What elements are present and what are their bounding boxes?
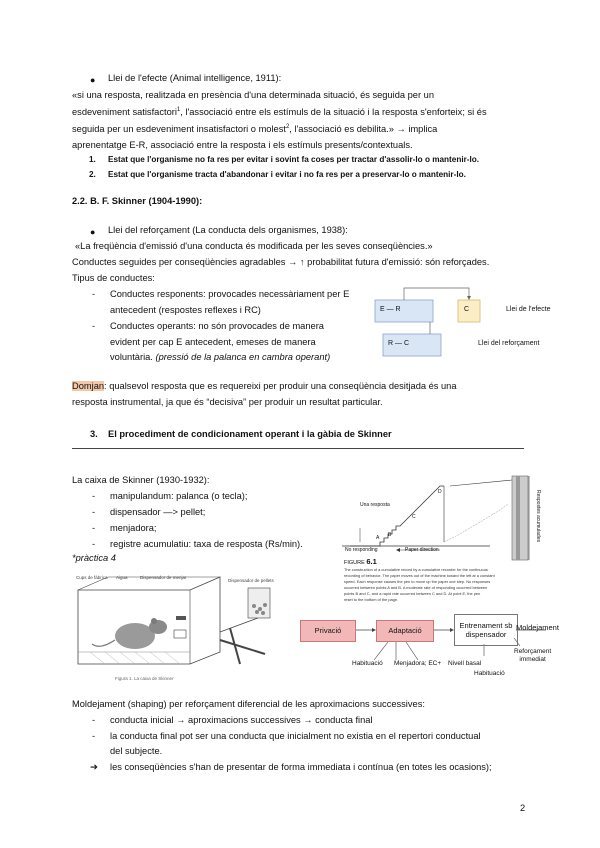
fig-label: Una resposta	[360, 502, 390, 508]
er-label: E — R	[380, 306, 401, 313]
dash-icon: -	[92, 289, 96, 299]
flow-sub-label: Habituació	[352, 660, 383, 667]
list-item: registre acumulatiu: taxa de resposta (Rs/min).	[110, 539, 303, 549]
quote-line: «si una resposta, realitzada en presència d'una determinada situació, és seguida per un	[72, 90, 435, 100]
figure-caption: speed. Each response causes the pen to move up the paper one step. No responses	[344, 579, 491, 584]
consequences-text: Conductes seguides per conseqüències agradables → ↑ probabilitat futura d'emissió: són reforçades.	[72, 257, 490, 267]
practice-note: *pràctica 4	[72, 553, 116, 563]
point-label: C	[412, 514, 416, 520]
dash-icon: -	[92, 715, 96, 725]
flow-sub-text: Reforçament	[514, 648, 552, 655]
types-title: Tipus de conductes:	[72, 273, 155, 283]
fig-label: Aigua	[116, 575, 128, 580]
list-item: les conseqüències s'han de presentar de forma immediata i contínua (en totes les ocasions);	[110, 762, 492, 772]
section-heading: 2.2. B. F. Skinner (1904-1990):	[72, 196, 203, 206]
law-of-reinforcement-title: Llei del reforçament (La conducta dels organismes, 1938):	[108, 225, 348, 235]
skinner-box-illustration	[70, 572, 280, 672]
operant-text: voluntària.	[110, 352, 153, 362]
bullet-icon: ●	[90, 75, 96, 85]
quote-text: esdeveniment satisfactori	[72, 107, 177, 117]
quote-text: , l'associació es debilita.» → implica	[289, 124, 438, 134]
respondent-line: antecedent (respostes reflexes i RC)	[110, 305, 261, 315]
footnote-ref: 2	[285, 123, 290, 130]
operant-line: Conductes operants: no són provocades de manera	[110, 321, 324, 331]
list-num: 2.	[89, 170, 96, 179]
point-label: B	[388, 532, 392, 538]
lever-shape	[176, 616, 186, 620]
footnote-ref: 1	[176, 106, 181, 113]
law-of-effect-title: Llei de l'efecte (Animal intelligence, 1911):	[108, 73, 282, 83]
list-item: conducta inicial → aproximacions successives → conducta final	[110, 715, 373, 725]
figure-caption: The construction of a cumulative record by a cumulative recorder for the continuous	[344, 567, 488, 572]
figure-caption: occurred between points A and B. A moderate rate of responding occurred between	[344, 585, 488, 590]
reinforcement-quote: «La freqüència d'emissió d'una conducta és modificada per les seves conseqüències.»	[75, 241, 433, 251]
pellet-dispenser	[248, 588, 270, 618]
figure-title	[344, 557, 377, 568]
law-of-effect-label: Llei de l'efecte	[506, 306, 551, 313]
axis-label: Respostes acumulades	[535, 490, 541, 542]
domjan-text: : qualsevol resposta que es requereixi per produir una conseqüència desitjada és una	[104, 381, 457, 391]
flow-shaping-label: Moldejament	[516, 623, 559, 632]
dash-icon: -	[92, 491, 96, 501]
list-item: menjadora;	[110, 523, 157, 533]
dash-icon: -	[92, 539, 96, 549]
fig-caption: Figura 1. La caixa de Skinner	[115, 676, 174, 681]
list-num: 1.	[89, 155, 96, 164]
list-item: del subjecte.	[110, 746, 163, 756]
fig-label: No responding	[345, 547, 378, 553]
list-item: dispensador —> pellet;	[110, 507, 206, 517]
quote-line	[72, 106, 487, 119]
fig-label: Cups de fàbrica	[76, 575, 108, 580]
point-label: D	[438, 489, 442, 495]
list-item: manipulandum: palanca (o tecla);	[110, 491, 248, 501]
flow-sub-text: immediat	[519, 655, 546, 663]
law-of-reinforcement-label: Llei del reforçament	[478, 340, 540, 347]
effect-arrow	[404, 288, 469, 300]
fig-label: Dispensador de menjar	[140, 575, 187, 580]
domjan-highlight: Domjan	[72, 381, 105, 391]
dash-icon: -	[92, 731, 96, 741]
section-number: 3.	[90, 429, 98, 439]
domjan-definition	[72, 380, 457, 393]
flow-sub-label: Nivell basal	[448, 660, 482, 667]
dash-icon: -	[92, 523, 96, 533]
figure-number: 6.1	[366, 557, 377, 566]
fig-label: Dispensador de pellets	[228, 578, 274, 583]
arrow-right-icon: ➔	[90, 762, 98, 772]
quote-text: seguida per un esdeveniment insatisfactori o molest	[72, 124, 286, 134]
bullet-icon: ●	[90, 227, 96, 237]
flow-box-text: dispensador	[465, 630, 507, 639]
shaping-title: Moldejament (shaping) per reforçament diferencial de les aproximacions successives:	[72, 699, 425, 709]
fig-label: Paper direction	[405, 547, 439, 553]
flow-box-training	[454, 614, 518, 646]
operant-example: (pressió de la palanca en cambra operant)	[155, 352, 331, 362]
figure-caption: recording of behavior. The paper moves out of the machine toward the left at a constant	[344, 573, 495, 578]
list-item: la conducta final pot ser una conducta que inicialment no existia en el repertori conductual	[110, 731, 481, 741]
respondent-line: Conductes responents: provocades necessàriament per E	[110, 289, 350, 299]
quote-line	[72, 123, 437, 136]
section-heading: El procediment de condicionament operant i la gàbia de Skinner	[108, 429, 392, 439]
flow-sub-label: Menjadora; EC+	[394, 660, 442, 667]
dash-icon: -	[92, 507, 96, 517]
flow-box-adaptation: Adaptació	[376, 620, 434, 642]
figure-caption: reset to the bottom of the page.	[344, 597, 399, 602]
point-label: A	[376, 535, 380, 541]
heading-rule	[72, 448, 524, 449]
flow-sub-label	[514, 648, 551, 664]
skinner-box-title: La caixa de Skinner (1930-1932):	[72, 475, 210, 485]
operant-line	[110, 351, 330, 364]
rc-label: R — C	[388, 340, 409, 347]
figure-word: FIGURE	[344, 560, 365, 566]
law-diagram	[370, 278, 550, 368]
dash-icon: -	[92, 321, 96, 331]
footnote-item: Estat que l'organisme tracta d'abandonar i evitar i no fa res per a preservar-lo o mantenir-lo.	[108, 170, 466, 179]
quote-line: aprenentatge E-R, associació entre la resposta i els estímuls presents/contextuals.	[72, 140, 413, 150]
flow-box-deprivation: Privació	[300, 620, 356, 642]
domjan-text: resposta instrumental, ja que és “decisiva” per produir un resultat particular.	[72, 397, 383, 407]
flow-box-text: Entrenament sb	[459, 621, 513, 630]
operant-line: evident per cap E antecedent, emeses de manera	[110, 337, 316, 347]
rat-shape	[115, 623, 155, 649]
footnote-item: Estat que l'organisme no fa res per evitar i sovint fa coses per tractar d'assolir-lo o mantenir-lo.	[108, 155, 480, 164]
figure-caption: points B and C, and a rapid rate occurred between C and D. At point E, the pen	[344, 591, 481, 596]
flow-sub-label: Habituació	[474, 670, 505, 677]
c-label: C	[464, 306, 470, 313]
quote-text: , l'associació entre els estímuls de la situació i la resposta s'enforteix; si és	[180, 107, 487, 117]
page-number: 2	[520, 803, 526, 813]
